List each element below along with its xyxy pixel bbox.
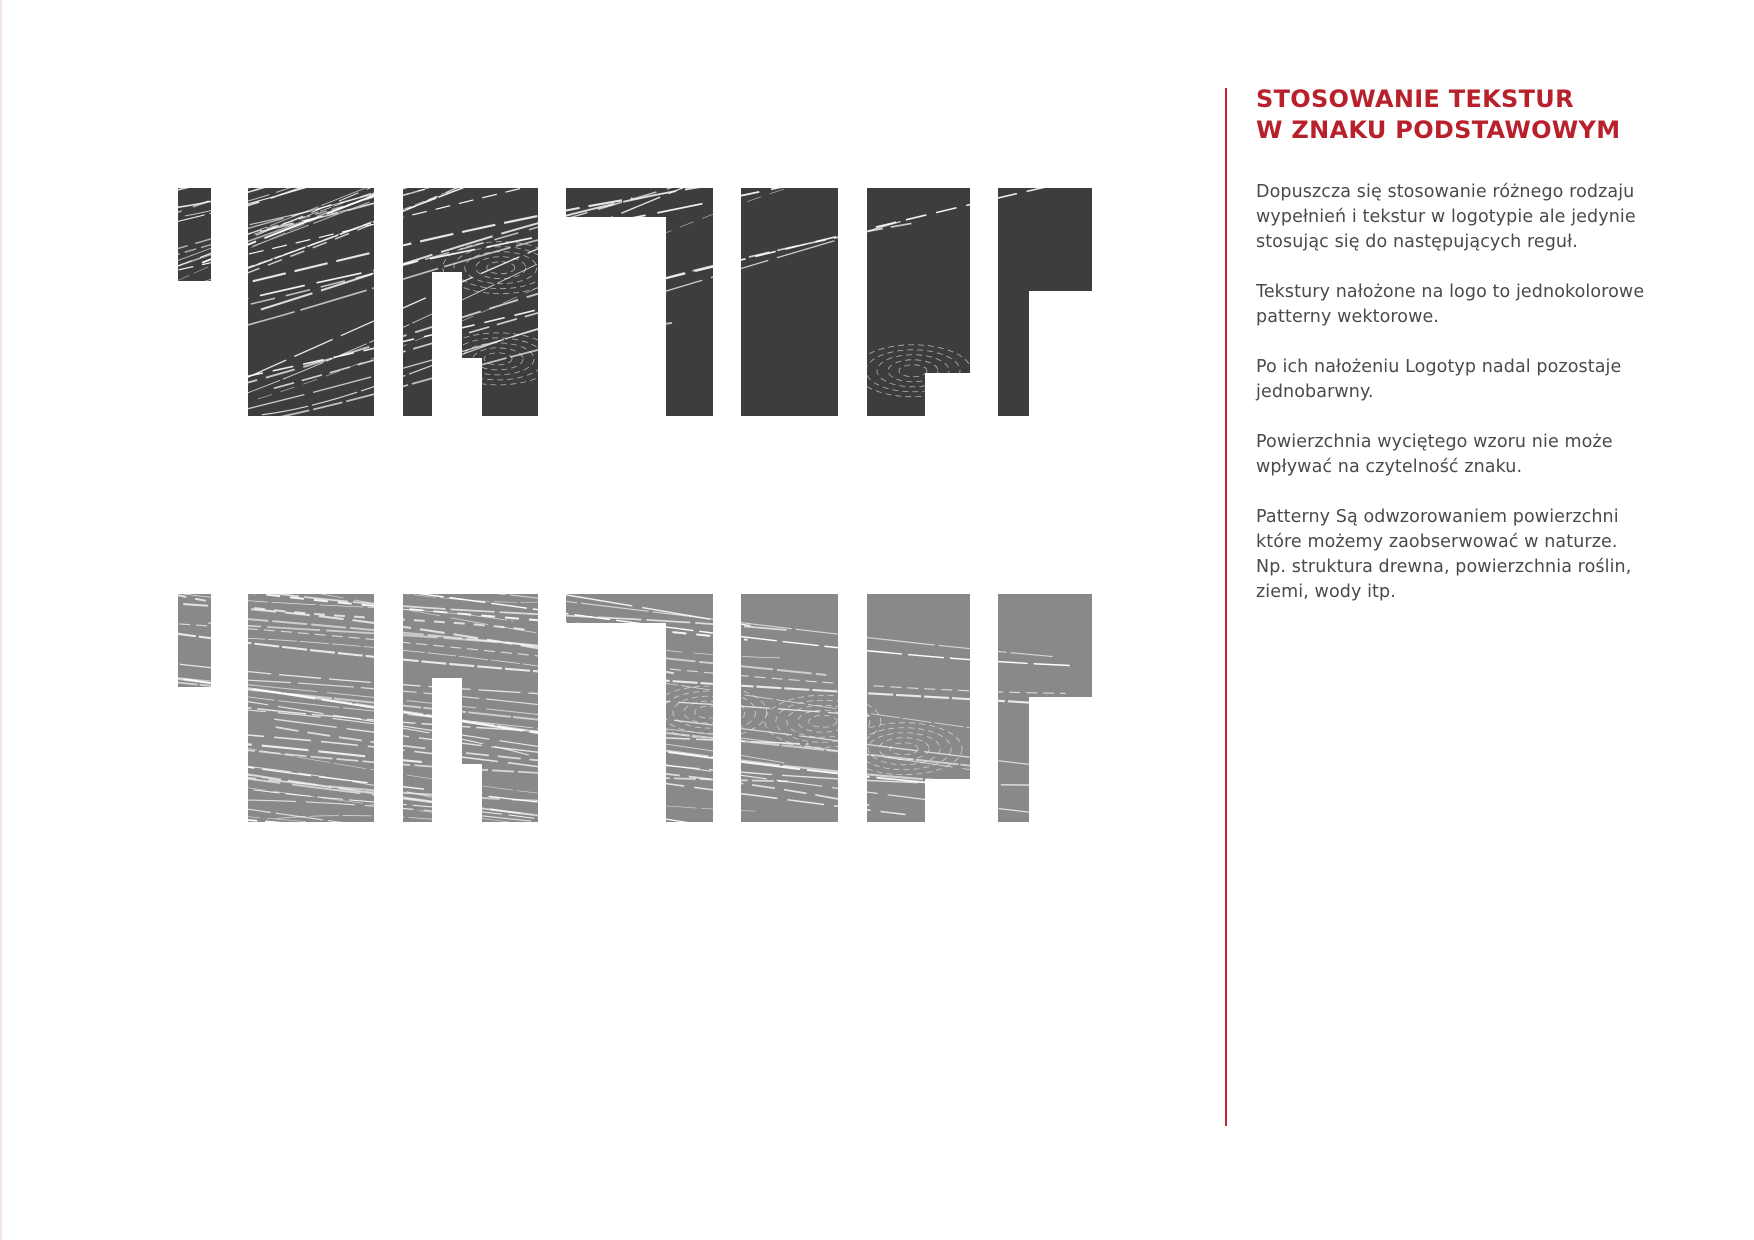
text-line: patterny wektorowe. (1256, 307, 1440, 327)
panel-body (1256, 180, 1696, 605)
text-line: które możemy zaobserwować w naturze. (1256, 532, 1618, 552)
text-line: Powierzchnia wyciętego wzoru nie może (1256, 432, 1613, 452)
text-line: jednobarwny. (1256, 382, 1374, 402)
text-line: Patterny Są odwzorowaniem powierzchni (1256, 507, 1619, 527)
text-line: ziemi, wody itp. (1256, 582, 1396, 602)
text-line: wypełnień i tekstur w logotypie ale jedynie (1256, 207, 1636, 227)
paragraph-nature (1256, 505, 1696, 605)
panel-title-line: STOSOWANIE TEKSTUR (1256, 85, 1574, 113)
paragraph-vector-patterns (1256, 280, 1696, 330)
paragraph-monochrome (1256, 355, 1696, 405)
logo-texture-grey (178, 594, 1092, 822)
divider-line (1225, 88, 1227, 1126)
page-edge (0, 0, 2, 1240)
text-line: Dopuszcza się stosowanie różnego rodzaju (1256, 182, 1635, 202)
info-panel (1256, 84, 1696, 630)
panel-title (1256, 84, 1696, 146)
text-line: wpływać na czytelność znaku. (1256, 457, 1523, 477)
text-line: stosując się do następujących reguł. (1256, 232, 1578, 252)
paragraph-rules (1256, 180, 1696, 255)
text-line: Tekstury nałożone na logo to jednokolorowe (1256, 282, 1645, 302)
logo-texture-dark (178, 188, 1092, 416)
text-line: Po ich nałożeniu Logotyp nadal pozostaje (1256, 357, 1622, 377)
text-line: Np. struktura drewna, powierzchnia roślin, (1256, 557, 1632, 577)
panel-title-line: W ZNAKU PODSTAWOWYM (1256, 116, 1621, 144)
paragraph-legibility (1256, 430, 1696, 480)
